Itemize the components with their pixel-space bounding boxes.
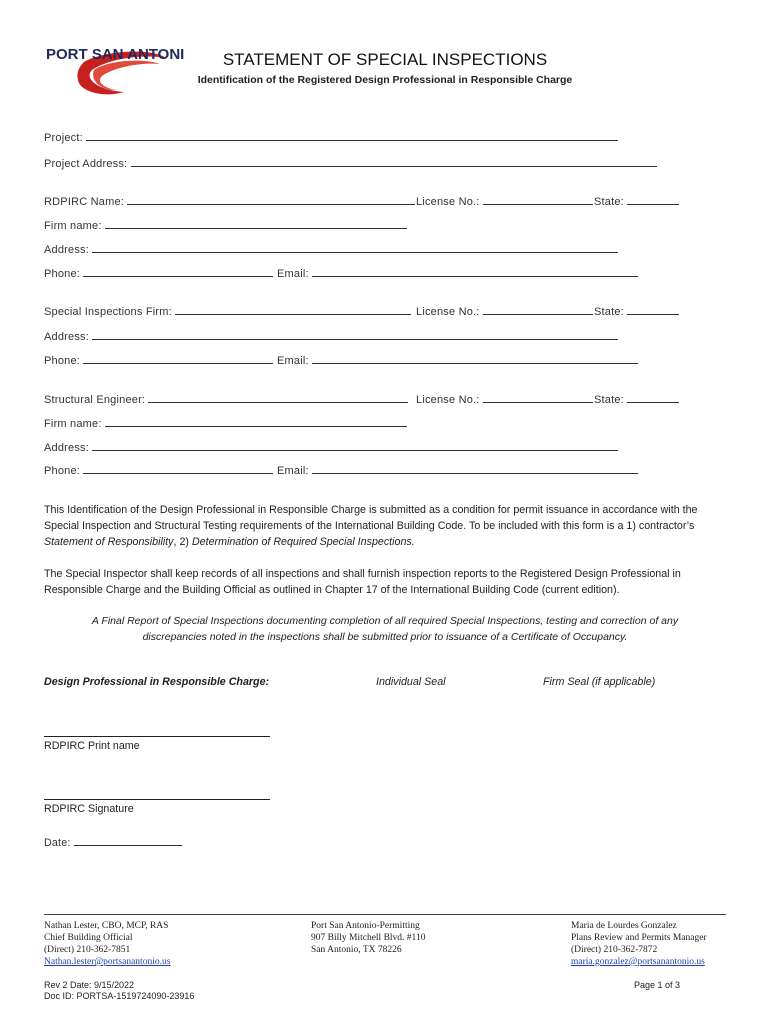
special-phone-row [44, 352, 273, 367]
address-label: Address: [44, 244, 90, 256]
structural-firm-row [44, 415, 407, 430]
signature-line[interactable] [44, 799, 270, 800]
license-label: License No.: [416, 394, 480, 406]
address-label: Address: [44, 331, 90, 343]
signature-label: RDPIRC Signature [44, 803, 134, 815]
rdpirc-license-field[interactable] [483, 193, 593, 205]
final-report-note: A Final Report of Special Inspections documenting completion of all required Special Inspections, testing and correction of any discrepancies noted in the inspections shall be submitted prior to issuance of a Certificate of Occupancy. [91, 615, 679, 643]
footer-col-3: Maria de Lourdes Gonzalez Plans Review and Permits Manager (Direct) 210-362-7872 maria.gonzalez@portsanantonio.us [571, 920, 751, 968]
page-number: Page 1 of 3 [634, 980, 681, 990]
phone-label: Phone: [44, 355, 81, 367]
structural-engineer-row [44, 391, 408, 406]
rdpirc-email-row [277, 265, 638, 280]
rdpirc-name-label: RDPIRC Name: [44, 196, 125, 208]
project-field[interactable] [86, 129, 618, 141]
firm-seal-label: Firm Seal (if applicable) [543, 676, 656, 688]
body-paragraph-2: The Special Inspector shall keep records of all inspections and shall furnish inspection reports to the Registered Design Professional in Responsible Charge and the Building Official as outlined in Chapter 17 of the International Building Code (current edition). [44, 568, 681, 596]
rdpirc-firm-row [44, 217, 407, 232]
structural-phone-field[interactable] [83, 462, 273, 474]
structural-license-field[interactable] [483, 391, 593, 403]
email-label: Email: [277, 355, 309, 367]
project-address-label: Project Address: [44, 158, 128, 170]
firm-name-label: Firm name: [44, 418, 102, 430]
state-label: State: [594, 306, 624, 318]
rdpirc-state-row [594, 193, 679, 208]
license-label: License No.: [416, 196, 480, 208]
project-row [44, 129, 618, 144]
special-license-row [416, 303, 593, 318]
chief-official-email-link[interactable]: Nathan.lester@portsanantonio.us [44, 957, 171, 967]
date-label: Date: [44, 837, 71, 849]
structural-address-field[interactable] [92, 439, 618, 451]
page-subtitle: Identification of the Registered Design Professional in Responsible Charge [197, 74, 573, 86]
rev-date: Rev 2 Date: 9/15/2022 [44, 980, 135, 990]
rdpirc-phone-row [44, 265, 273, 280]
rdpirc-email-field[interactable] [312, 265, 638, 277]
special-email-row [277, 352, 638, 367]
date-field[interactable] [74, 834, 182, 846]
permits-manager-email-link[interactable]: maria.gonzalez@portsanantonio.us [571, 957, 705, 967]
special-license-field[interactable] [483, 303, 593, 315]
rdpirc-license-row [416, 193, 593, 208]
dp-label: Design Professional in Responsible Charge: [44, 676, 270, 688]
email-label: Email: [277, 465, 309, 477]
port-san-antonio-logo [44, 40, 184, 100]
special-state-row [594, 303, 679, 318]
footer-rev-block [44, 980, 194, 1002]
rdpirc-name-field[interactable] [127, 193, 415, 205]
print-name-label: RDPIRC Print name [44, 740, 140, 752]
license-label: License No.: [416, 306, 480, 318]
structural-license-row [416, 391, 593, 406]
project-address-field[interactable] [131, 155, 657, 167]
doc-id: Doc ID: PORTSA-1519724090-23916 [44, 991, 195, 1001]
structural-state-row [594, 391, 679, 406]
date-row [44, 834, 182, 849]
structural-email-row [277, 462, 638, 477]
individual-seal-label: Individual Seal [376, 676, 446, 688]
rdpirc-address-row [44, 241, 618, 256]
structural-email-field[interactable] [312, 462, 638, 474]
structural-address-row [44, 439, 618, 454]
project-address-row [44, 155, 657, 170]
page-title: STATEMENT OF SPECIAL INSPECTIONS [222, 50, 548, 69]
structural-firm-field[interactable] [105, 415, 407, 427]
special-firm-field[interactable] [175, 303, 411, 315]
project-label: Project: [44, 132, 83, 144]
firm-name-label: Firm name: [44, 220, 102, 232]
special-address-row [44, 328, 618, 343]
address-label: Address: [44, 442, 90, 454]
structural-engineer-label: Structural Engineer: [44, 394, 146, 406]
special-address-field[interactable] [92, 328, 618, 340]
phone-label: Phone: [44, 465, 81, 477]
rdpirc-address-field[interactable] [92, 241, 618, 253]
special-state-field[interactable] [627, 303, 679, 315]
structural-engineer-field[interactable] [148, 391, 408, 403]
special-email-field[interactable] [312, 352, 638, 364]
special-firm-label: Special Inspections Firm: [44, 306, 172, 318]
footer-col-1: Nathan Lester, CBO, MCP, RAS Chief Building Official (Direct) 210-362-7851 Nathan.lester@portsanantonio.us [44, 920, 284, 968]
rdpirc-firm-field[interactable] [105, 217, 407, 229]
svg-text:PORT SAN ANTONIO: PORT SAN ANTONIO [46, 46, 184, 63]
special-phone-field[interactable] [83, 352, 273, 364]
structural-phone-row [44, 462, 273, 477]
state-label: State: [594, 394, 624, 406]
print-name-line[interactable] [44, 736, 270, 737]
footer-col-2: Port San Antonio-Permitting 907 Billy Mitchell Blvd. #110 San Antonio, TX 78226 [311, 921, 426, 955]
rdpirc-name-row [44, 193, 415, 208]
footer-divider [44, 914, 726, 915]
rdpirc-state-field[interactable] [627, 193, 679, 205]
structural-state-field[interactable] [627, 391, 679, 403]
phone-label: Phone: [44, 268, 81, 280]
state-label: State: [594, 196, 624, 208]
rdpirc-phone-field[interactable] [83, 265, 273, 277]
body-paragraph-1: This Identification of the Design Professional in Responsible Charge is submitted as a condition for permit issuance in accordance with the Special Inspection and Structural Testing requirements of the International Building Code. To be included with this form is a 1) contractor’s Statement of Responsibility, 2) Determination of Required Special Inspections. [44, 504, 698, 548]
special-firm-row [44, 303, 411, 318]
email-label: Email: [277, 268, 309, 280]
